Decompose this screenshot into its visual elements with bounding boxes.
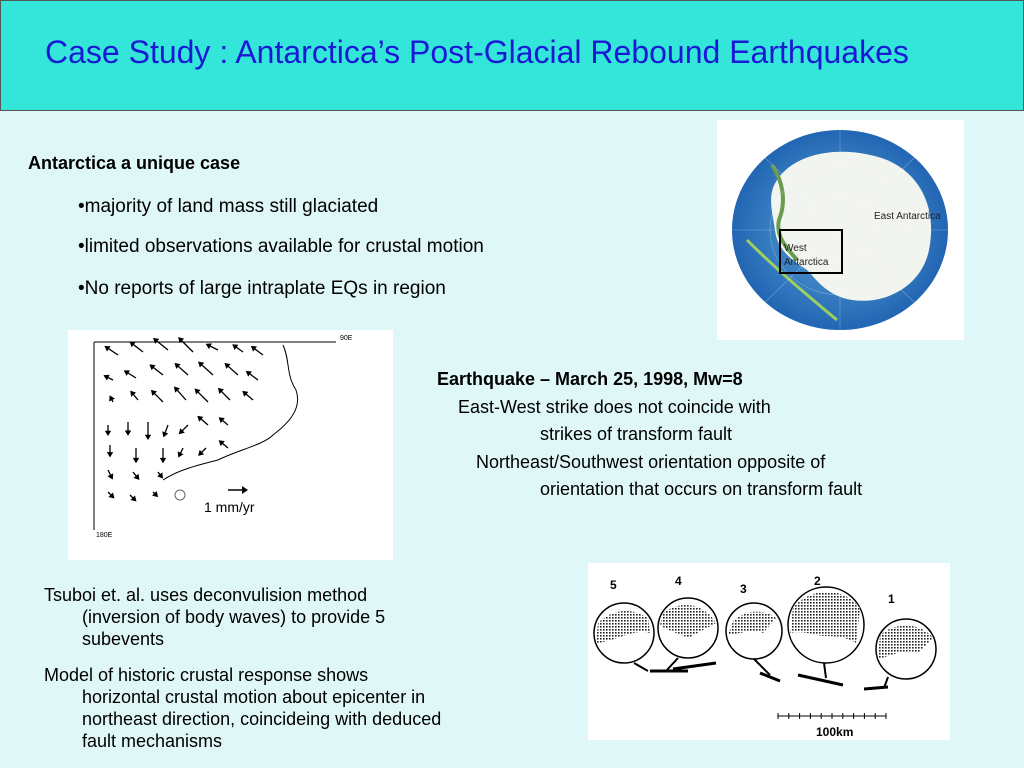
subevents-para-2-line-2: horizontal crustal motion about epicenter in xyxy=(82,687,426,707)
earthquake-line-2: strikes of transform fault xyxy=(540,424,733,444)
map-label-west-1: West xyxy=(784,243,807,254)
beachball-label-4: 4 xyxy=(675,574,682,588)
corner-label-top: 90E xyxy=(340,335,353,342)
beachball-label-3: 3 xyxy=(740,582,747,596)
subevents-para-2-line-4: fault mechanisms xyxy=(82,731,223,751)
beachball-label-2: 2 xyxy=(814,574,821,588)
intro-heading: Antarctica a unique case xyxy=(28,153,241,173)
corner-label-bottom: 180E xyxy=(96,532,113,539)
slide-title: Case Study : Antarctica’s Post-Glacial Rebound Earthquakes xyxy=(45,34,909,70)
beachball-label-5: 5 xyxy=(610,578,617,592)
subevents-para-2-line-1: Model of historic crustal response shows xyxy=(44,665,369,685)
intro-bullet-3: •No reports of large intraplate EQs in region xyxy=(78,278,446,299)
earthquake-line-1: East-West strike does not coincide with xyxy=(458,397,771,417)
distance-scale-bar xyxy=(778,713,886,719)
focal-mechanism-figure xyxy=(588,563,950,740)
beachball-label-1: 1 xyxy=(888,592,895,606)
subevents-para-1-line-1: Tsuboi et. al. uses deconvulision method xyxy=(44,585,368,605)
subevents-para-1-line-3: subevents xyxy=(82,629,165,649)
beachball-2 xyxy=(788,587,864,685)
antarctica-map-image xyxy=(717,120,964,340)
earthquake-heading: Earthquake – March 25, 1998, Mw=8 xyxy=(437,369,743,389)
earthquake-line-3: Northeast/Southwest orientation opposite of xyxy=(476,452,826,472)
intro-bullet-2: •limited observations available for crustal motion xyxy=(78,236,484,257)
crustal-motion-vector-plot xyxy=(68,330,393,560)
subevents-para-1-line-2: (inversion of body waves) to provide 5 xyxy=(82,607,386,627)
beachball-4 xyxy=(650,598,718,671)
scale-label: 1 mm/yr xyxy=(204,499,255,515)
beachball-5 xyxy=(594,603,654,671)
map-label-west-2: Antarctica xyxy=(784,257,829,268)
distance-scale-label: 100km xyxy=(816,725,854,739)
intro-bullet-1: •majority of land mass still glaciated xyxy=(78,196,379,217)
subevents-para-2-line-3: northeast direction, coincideing with deduced xyxy=(82,709,442,729)
title-bar xyxy=(0,0,1024,111)
beachball-1 xyxy=(864,619,936,689)
map-label-east: East Antarctica xyxy=(874,211,941,222)
earthquake-line-4: orientation that occurs on transform fault xyxy=(540,479,863,499)
beachball-3 xyxy=(726,603,782,681)
